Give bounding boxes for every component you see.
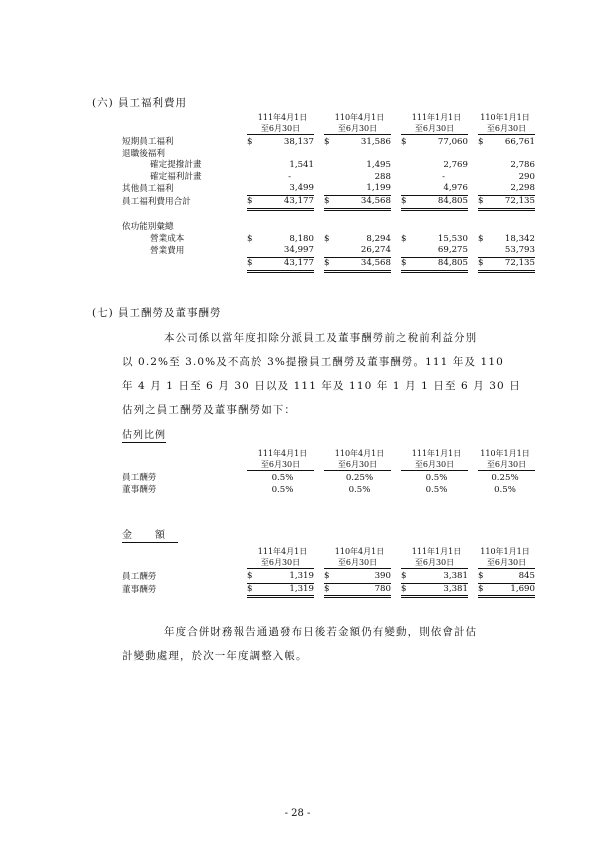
column-header: 110年1月1日 至6月30日 (475, 448, 535, 473)
row-label: 董事酬勞 (122, 484, 157, 495)
table-row (122, 149, 535, 161)
table-row: 短期員工福利 $ 38,137 $ 31,586 $ 77,060 $ 66,761 (122, 137, 535, 147)
row-label: 員工酬勞 (122, 571, 157, 582)
section-7-title: (七) 員工酬勞及董事酬勞 (92, 307, 222, 319)
row-label: 確定福利計畫 (150, 171, 202, 182)
table-row: 員工酬勞 0.5% 0.25% 0.5% 0.25% (122, 473, 519, 483)
body-paragraph: 本公司係以當年度扣除分派員工及董事酬勞前之稅前利益分別 以 0.2%至 3.0%及不高於 3%提撥員工酬勞及董事酬勞。111 年及 110 年 4 月 1 日至 6 月 30 日以及 111 年及 110 年 1 月 1 日至 6 月 30 日 估列之員工酬勞及董事酬勞如下： (122, 332, 521, 416)
row-label: 退職後福利 (122, 148, 165, 159)
row-label: 確定提撥計畫 (150, 160, 202, 171)
table-row: 確定福利計畫 - 288 - 290 (122, 172, 535, 184)
employee-benefit-table (122, 112, 535, 273)
table-row (122, 222, 535, 234)
column-header: 110年4月1日 至6月30日 (321, 448, 398, 473)
table-row-total: 員工福利費用合計 $ 43,177 $ 34,568 $ 84,805 $ 72,135 (122, 196, 535, 211)
table-row: 其他員工福利 3,499 1,199 4,976 2,298 (122, 183, 535, 196)
section-6-title: (六) 員工福利費用 (92, 97, 188, 109)
column-header: 110年1月1日 至6月30日 (475, 112, 535, 137)
row-label: 營業費用 (150, 245, 185, 256)
compensation-ratio-table (122, 448, 535, 496)
row-label: 依功能別彙總 (122, 222, 174, 233)
row-label: 短期員工福利 (122, 137, 174, 147)
table-row: 員工酬勞 $ 1,319 $ 390 $ 3,381 $ 845 (122, 571, 535, 584)
table-header-row (122, 112, 535, 137)
column-header: 110年4月1日 至6月30日 (321, 112, 398, 137)
column-header: 110年1月1日 至6月30日 (475, 546, 535, 571)
table-row: 董事酬勞 $ 1,319 $ 780 $ 3,381 $ 1,690 (122, 584, 535, 599)
amount-heading: 金 額 (122, 526, 178, 543)
column-header: 111年1月1日 至6月30日 (398, 546, 475, 571)
page-number: - 28 - (284, 808, 311, 819)
table-row: 營業成本 $ 8,180 $ 8,294 $ 15,530 $ 18,342 (122, 234, 535, 246)
table-header-row (122, 448, 535, 473)
column-header: 111年1月1日 至6月30日 (398, 448, 475, 473)
column-header: 111年4月1日 至6月30日 (244, 448, 321, 473)
row-label: 員工福利費用合計 (122, 197, 191, 208)
table-row: 營業費用 34,997 26,274 69,275 53,793 (122, 245, 535, 258)
closing-paragraph: 年度合併財務報告通過發布日後若金額仍有變動，則依會計估 計變動處理，於次一年度調整入帳。 (122, 626, 478, 662)
column-header: 111年1月1日 至6月30日 (398, 112, 475, 137)
table-row-total: $ 43,177 $ 34,568 $ 84,805 $ 72,135 (122, 258, 535, 273)
row-label: 員工酬勞 (122, 473, 157, 483)
table-row: 確定提撥計畫 1,541 1,495 2,769 2,786 (122, 160, 535, 172)
table-header-row (122, 546, 535, 571)
column-header: 110年4月1日 至6月30日 (321, 546, 398, 571)
column-header: 111年4月1日 至6月30日 (244, 112, 321, 137)
row-label: 董事酬勞 (122, 585, 157, 596)
row-label: 營業成本 (150, 233, 185, 244)
compensation-amount-table (122, 546, 535, 598)
ratio-heading: 估列比例 (122, 426, 166, 443)
row-label: 其他員工福利 (122, 183, 174, 194)
table-row: 董事酬勞 0.5% 0.5% 0.5% 0.5% (122, 484, 516, 495)
column-header: 111年4月1日 至6月30日 (244, 546, 321, 571)
